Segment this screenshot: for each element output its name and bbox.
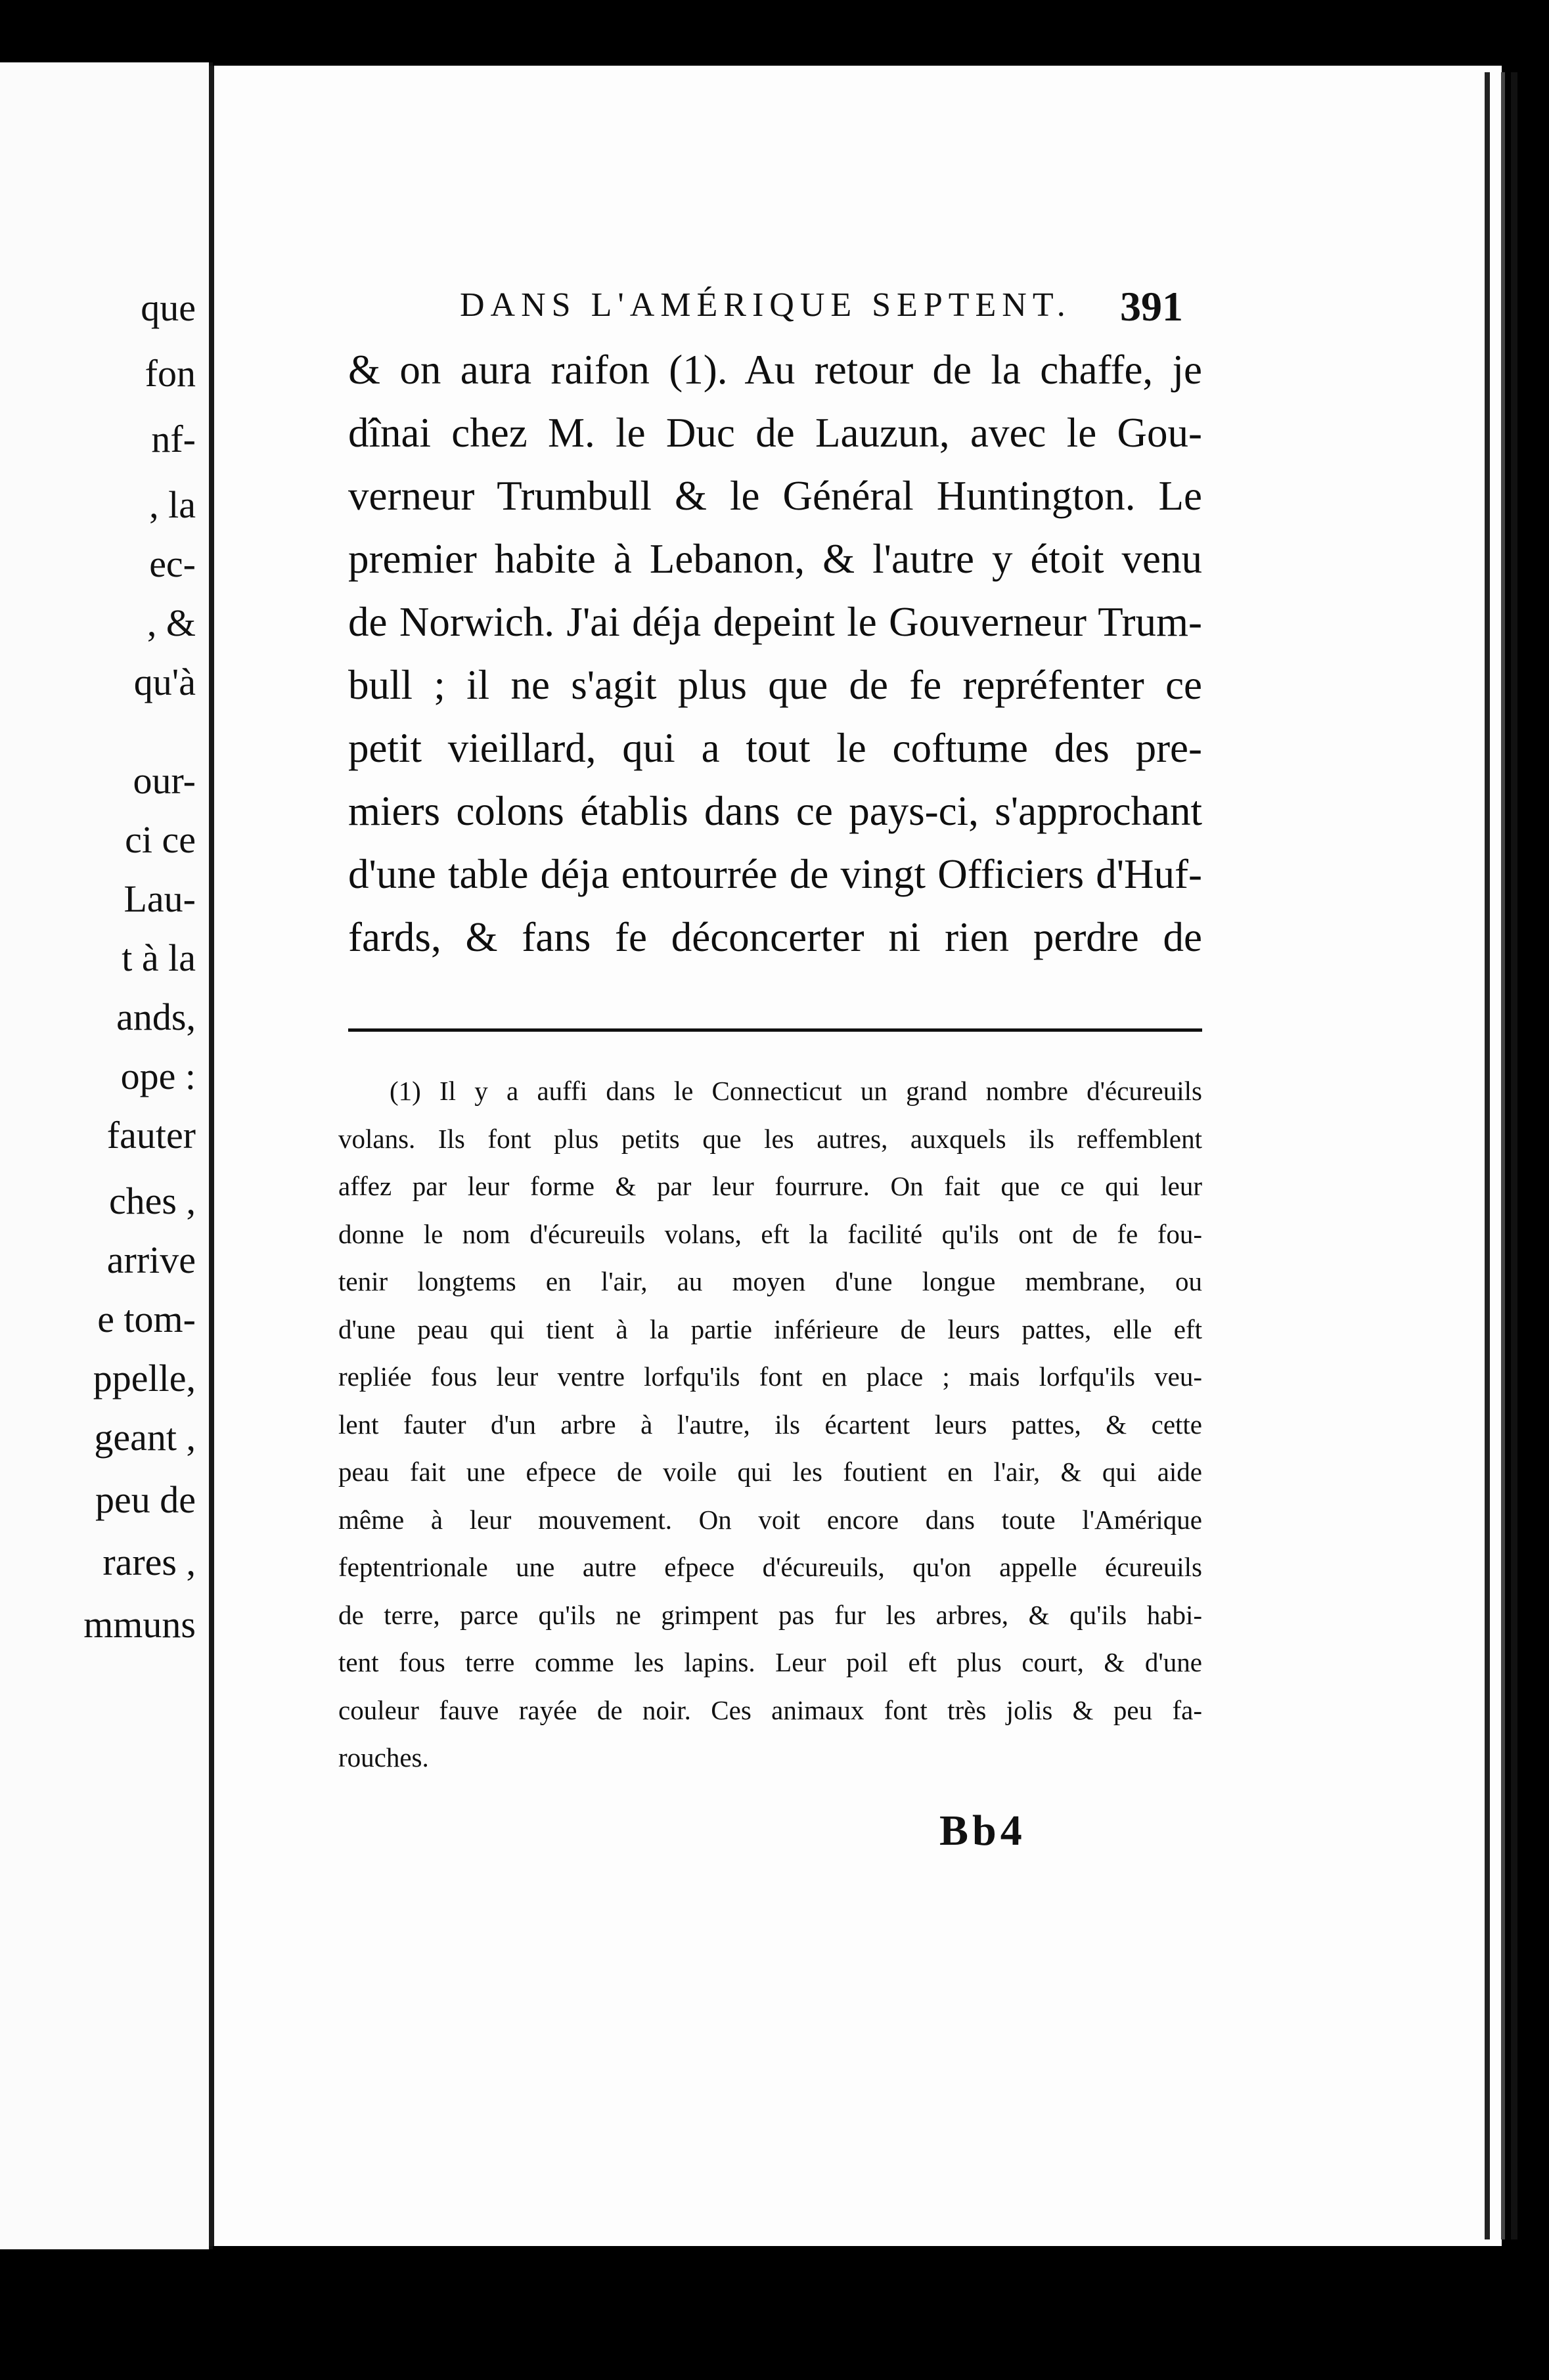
left-page-line-fragment: e tom- [97,1298,196,1340]
footnote-line: donne le nom d'écureuils volans, eft la facilité qu'ils ont de fe fou- [338,1218,1202,1249]
body-line: petit vieillard, qui a tout le coftume des pre- [348,725,1202,771]
running-head: DANS L'AMÉRIQUE SEPTENT. [460,286,1071,324]
footnote-line: repliée fous leur ventre lorfqu'ils font en place ; mais lorfqu'ils veu- [338,1361,1202,1392]
scan-border [0,2253,1549,2380]
left-page-line-fragment: , & [146,602,196,644]
left-facing-page [0,62,213,2249]
footnote-line: peau fait une efpece de voile qui les foutient en l'air, & qui aide [338,1457,1202,1487]
footnote-line: même à leur mouvement. On voit encore dans toute l'Amérique [338,1504,1202,1535]
left-page-line-fragment: Lau- [123,877,196,920]
body-text [348,338,1202,969]
footnote-line: rouches. [338,1742,429,1773]
left-page-line-fragment: ches , [108,1179,196,1222]
footnote-rule [348,1028,1202,1032]
footnote-line: feptentrionale une autre efpece d'écureuils, qu'on appelle écureuils [338,1552,1202,1582]
footnote-line: couleur fauve rayée de noir. Ces animaux font très jolis & peu fa- [338,1694,1202,1725]
left-page-line-fragment: our- [133,759,196,802]
footnote [338,1067,1202,1782]
body-line: dînai chez M. le Duc de Lauzun, avec le Gou- [348,410,1202,456]
page-edge [1485,72,1490,2239]
footnote-line: d'une peau qui tient à la partie inférieure de leurs pattes, elle eft [338,1313,1202,1344]
page-edge [1501,72,1505,2239]
body-line: premier habite à Lebanon, & l'autre y étoit venu [348,536,1202,582]
left-page-line-fragment: , la [149,483,196,526]
body-line: & on aura raifon (1). Au retour de la chaffe, je [348,347,1202,393]
left-page-line-fragment: mmuns [83,1603,196,1646]
left-page-line-fragment: fauter [106,1114,196,1157]
body-line: d'une table déja entourrée de vingt Officiers d'Huf- [348,851,1202,897]
left-page-line-fragment: nf- [151,418,196,460]
left-page-line-fragment: t à la [122,937,196,979]
body-line: fards, & fans fe déconcerter ni rien perdre de [348,914,1202,960]
body-line: miers colons établis dans ce pays-ci, s'approchant [348,788,1202,834]
left-page-line-fragment: fon [145,352,196,395]
left-page-line-fragment: peu de [95,1478,196,1521]
page-number: 391 [1120,283,1183,330]
body-line: de Norwich. J'ai déja depeint le Gouverneur Trum- [348,599,1202,645]
footnote-line: tenir longtems en l'air, au moyen d'une longue membrane, ou [338,1266,1202,1296]
body-line: verneur Trumbull & le Général Huntington. Le [348,473,1202,519]
left-page-line-fragment: ppelle, [93,1357,196,1399]
page-edge [1511,72,1517,2239]
footnote-line: de terre, parce qu'ils ne grimpent pas fur les arbres, & qu'ils habi- [338,1599,1202,1630]
left-page-line-fragment: qu'à [133,661,196,703]
left-page-line-fragment: geant , [94,1416,196,1459]
footnote-line: affez par leur forme & par leur fourrure. On fait que ce qui leur [338,1171,1202,1201]
left-page-line-fragment: arrive [106,1239,196,1281]
left-page-line-fragment: ope : [120,1055,196,1097]
footnote-line: (1) Il y a auffi dans le Connecticut un grand nombre d'écureuils [390,1076,1202,1106]
left-page-line-fragment: ci ce [125,818,196,861]
left-page-line-fragment: que [141,286,196,329]
body-line: bull ; il ne s'agit plus que de fe repréfenter ce [348,662,1202,708]
left-page-line-fragment: ec- [149,542,196,585]
footnote-line: lent fauter d'un arbre à l'autre, ils écartent leurs pattes, & cette [338,1409,1202,1440]
footnote-line: tent fous terre comme les lapins. Leur poil eft plus court, & d'une [338,1647,1202,1677]
signature-mark: Bb4 [939,1807,1026,1855]
footnote-line: volans. Ils font plus petits que les autres, auxquels ils reffemblent [338,1123,1202,1154]
left-page-line-fragment: rares , [102,1541,196,1583]
left-page-line-fragment: ands, [116,996,196,1038]
